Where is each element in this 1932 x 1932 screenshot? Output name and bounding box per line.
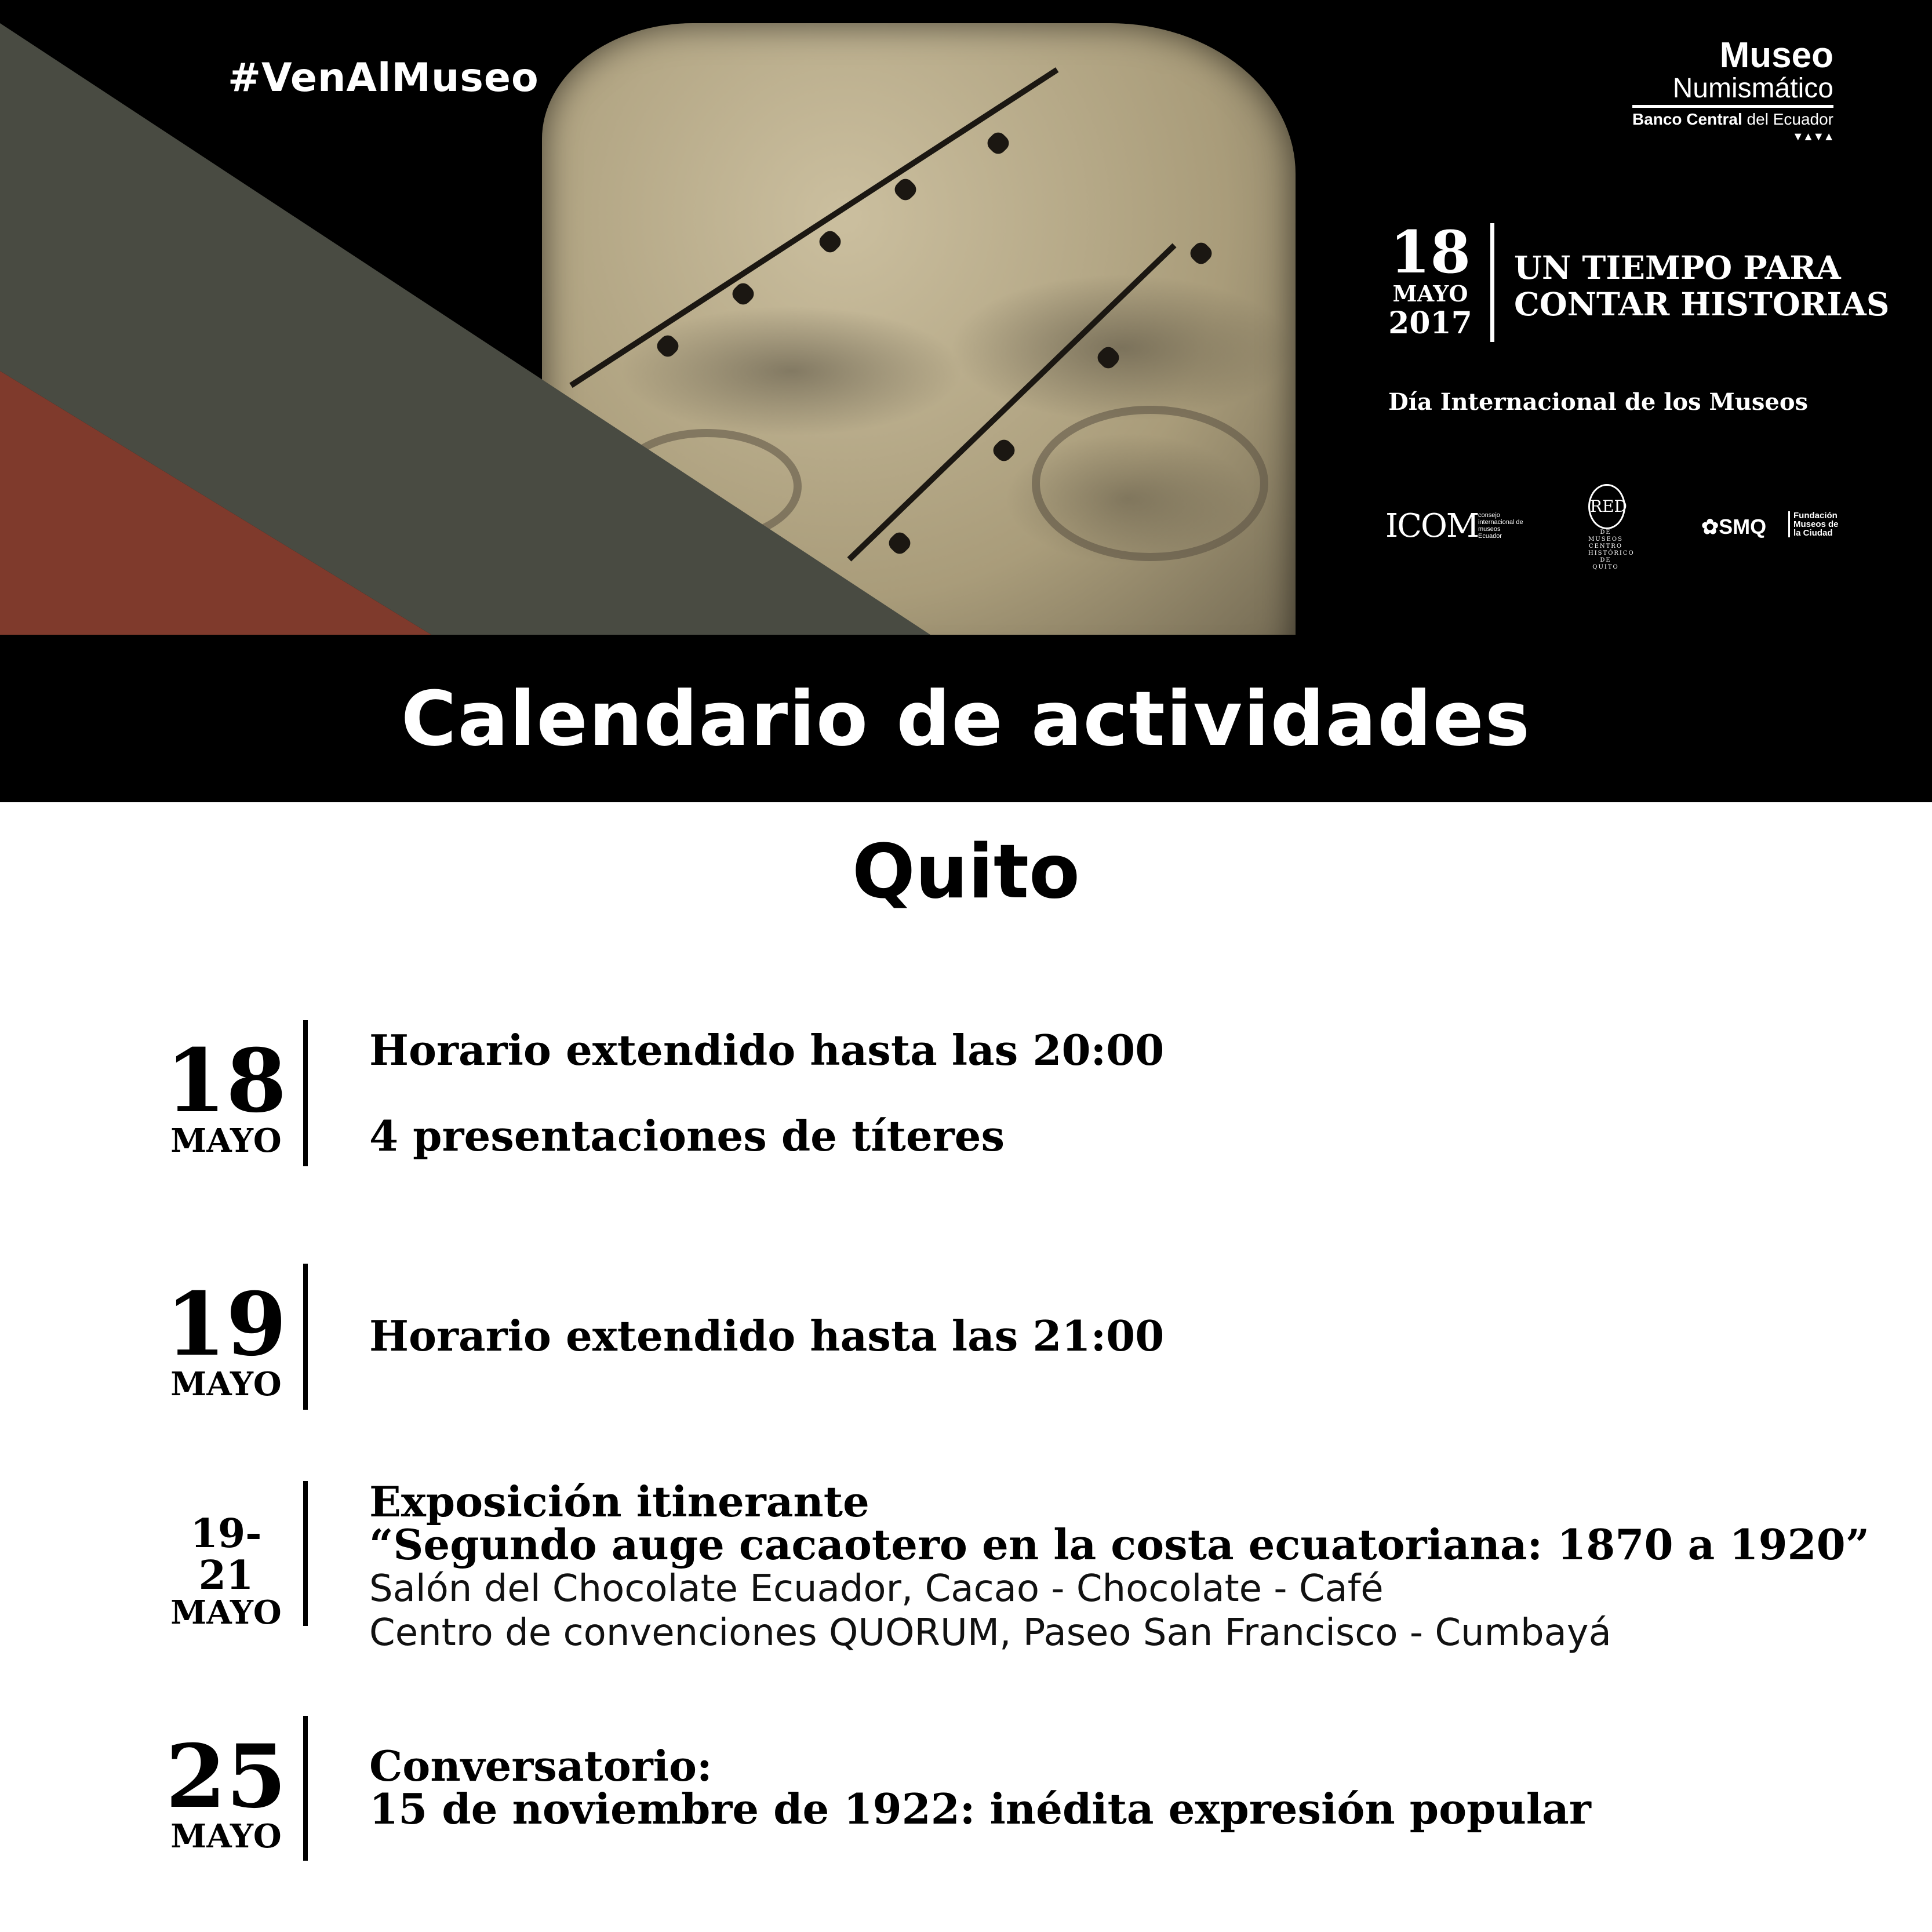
entry-divider — [303, 1716, 308, 1861]
logo-line2: Numismático — [1632, 74, 1833, 108]
entry-line: Exposición itinerante — [369, 1477, 869, 1526]
icom-logo: ICOM consejo internacional de museos Ecuador — [1385, 507, 1523, 545]
entry-line: 4 presentaciones de títeres — [369, 1111, 1005, 1160]
logo-line1: Museo — [1719, 35, 1833, 75]
entry-line: “Segundo auge cacaotero en la costa ecuatoriana: 1870 a 1920” — [369, 1520, 1870, 1569]
barbed-wire — [569, 67, 1058, 388]
event-date: 18 MAYO 2017 — [1388, 218, 1472, 341]
partner-logos — [1380, 481, 1861, 568]
banco-central-mark-icon: ▼▲▼▲ — [1792, 130, 1833, 143]
museo-numismatico-logo — [1632, 35, 1833, 143]
entry-date: 25 MAYO — [165, 1726, 287, 1855]
entry-divider — [303, 1264, 308, 1410]
entry-line: Horario extendido hasta las 21:00 — [369, 1311, 1165, 1360]
red-museos-logo: RED DE MUSEOS CENTRO HISTÓRICO DE QUITO — [1588, 484, 1623, 565]
entry-detail: Centro de convenciones QUORUM, Paseo San Francisco - Cumbayá — [369, 1611, 1611, 1654]
mask-eye-right — [1032, 406, 1268, 561]
event-divider — [1490, 223, 1494, 342]
page-title-band — [0, 635, 1932, 802]
hashtag: #VenAlMuseo — [228, 55, 539, 101]
entry-line: 15 de noviembre de 1922: inédita expresión popular — [369, 1784, 1591, 1833]
page-title: Calendario de actividades — [401, 674, 1531, 763]
flower-icon: ✿ — [1701, 515, 1719, 539]
smq-logo: ✿SMQ Fundación Museos de la Ciudad — [1701, 515, 1766, 539]
entry-date: 18 MAYO — [165, 1030, 287, 1160]
entry-line: Horario extendido hasta las 20:00 — [369, 1025, 1165, 1075]
entry-divider — [303, 1020, 308, 1166]
entry-date: 19 MAYO — [165, 1274, 287, 1403]
hero-banner — [0, 0, 1932, 635]
event-subtitle: Día Internacional de los Museos — [1388, 388, 1809, 416]
entry-divider — [303, 1481, 308, 1626]
entry-detail: Salón del Chocolate Ecuador, Cacao - Chocolate - Café — [369, 1567, 1384, 1610]
entry-date: 19-21 MAYO — [170, 1511, 282, 1632]
entry-line: Conversatorio: — [369, 1741, 712, 1791]
logo-line3: Banco Central del Ecuador — [1632, 110, 1833, 128]
city-heading: Quito — [852, 829, 1080, 915]
event-title: UN TIEMPO PARA CONTAR HISTORIAS — [1514, 249, 1890, 323]
